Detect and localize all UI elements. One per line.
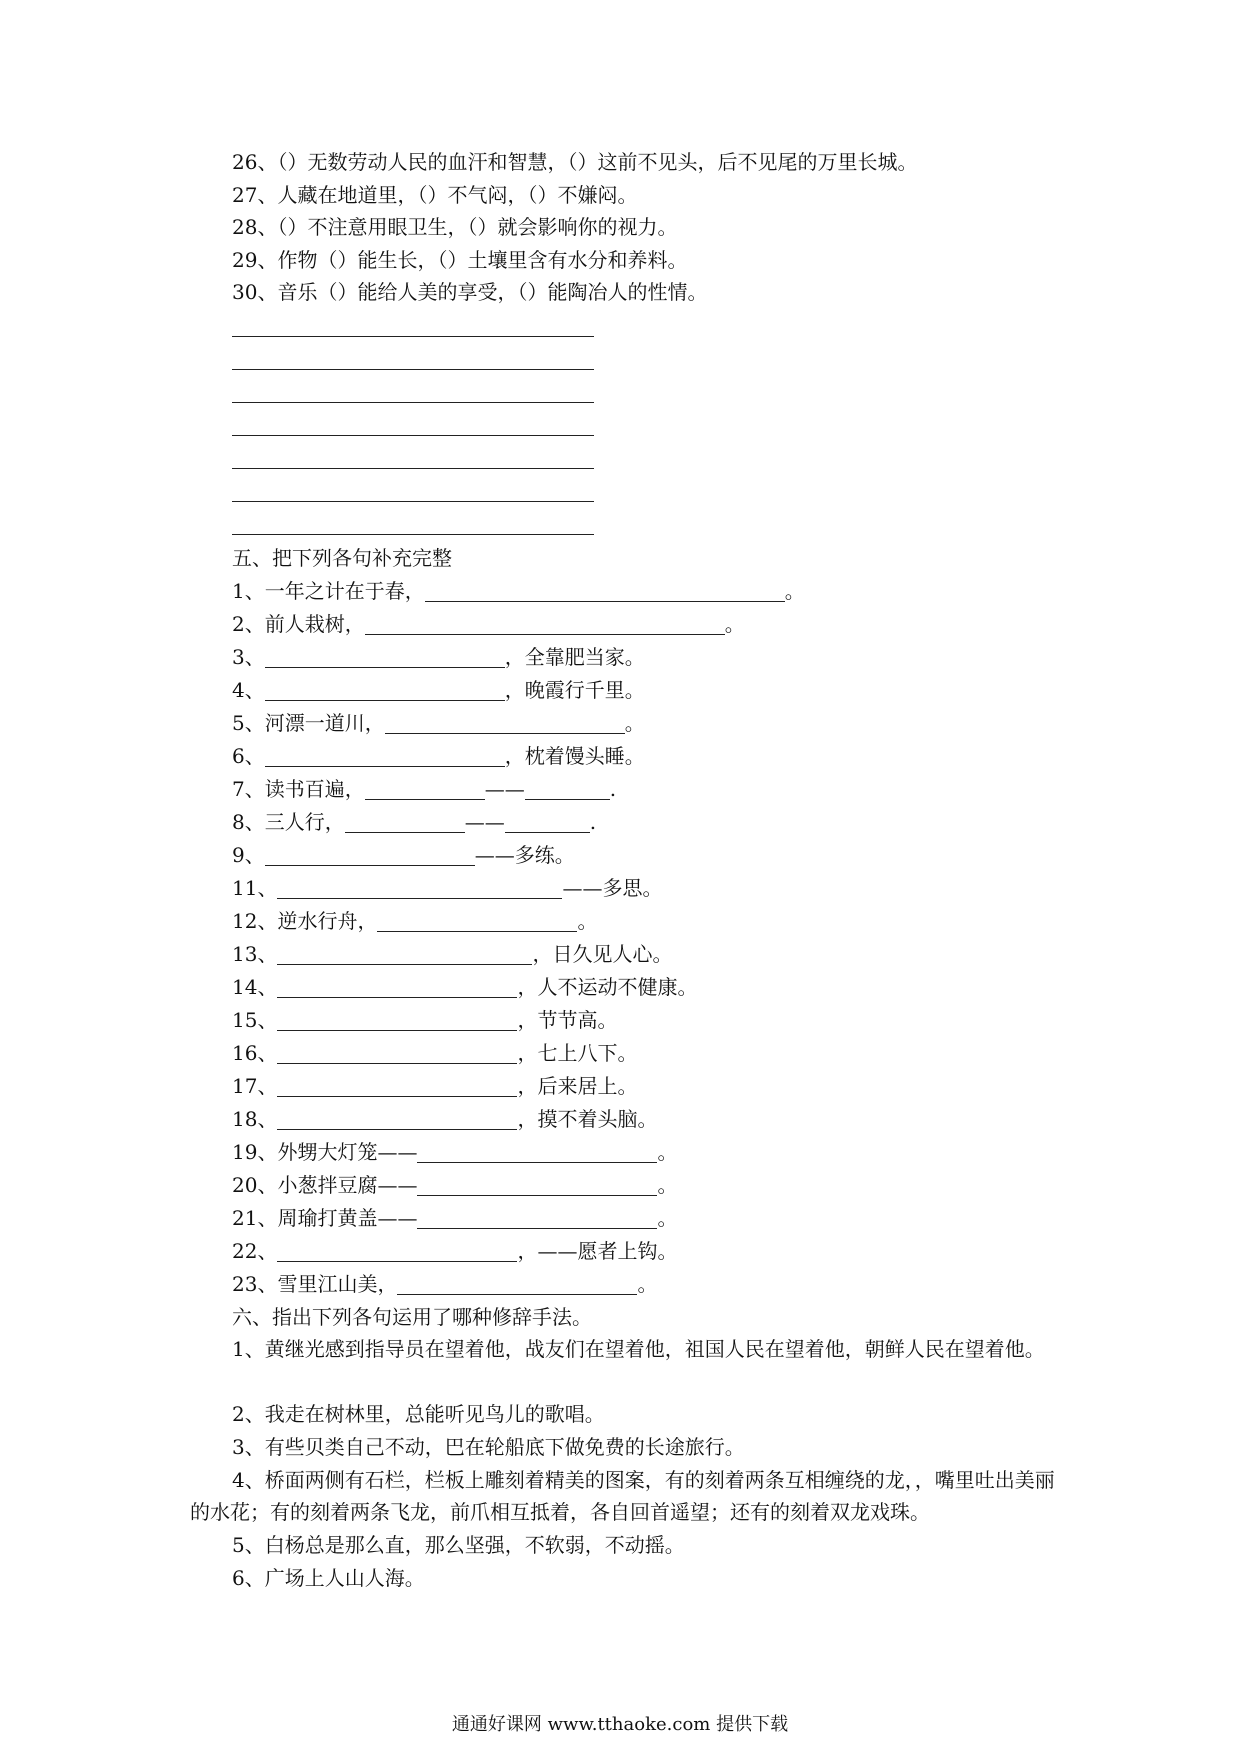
item-28: 28、（）不注意用眼卫生，（）就会影响你的视力。 [232,215,678,239]
fill-blank[interactable] [385,711,625,734]
fill-item-14: 14、 ，人不运动不健康。 [232,975,698,999]
fill-item-3: 3、 ，全靠肥当家。 [232,645,645,669]
fill-blank[interactable] [277,1041,517,1064]
fill-blank[interactable] [377,909,577,932]
fill-blank[interactable] [277,975,517,998]
fill-item-8: 8、三人行， —— . [232,810,597,834]
answer-line[interactable] [232,435,594,436]
answer-line[interactable] [232,468,594,469]
fill-item-16: 16、 ，七上八下。 [232,1041,638,1065]
fill-item-17: 17、 ，后来居上。 [232,1074,638,1098]
item-30: 30、音乐（）能给人美的享受，（）能陶冶人的性情。 [232,280,708,304]
fill-blank[interactable] [417,1206,657,1229]
fill-item-7: 7、读书百遍， —— . [232,777,617,801]
fill-blank[interactable] [365,612,725,635]
item-26: 26、（）无数劳动人民的血汗和智慧，（）这前不见头，后不见尾的万里长城。 [232,150,918,174]
rhetoric-item-6: 6、广场上人山人海。 [232,1566,425,1590]
fill-item-11: 11、 ——多思。 [232,876,663,900]
fill-item-5: 5、河漂一道川， 。 [232,711,645,735]
rhetoric-item-4: 4、桥面两侧有石栏，栏板上雕刻着精美的图案，有的刻着两条互相缠绕的龙，，嘴里吐出美丽的水花；有的刻着两条飞龙，前爪相互抵着，各自回首遥望；还有的刻着双龙戏珠。 [190,1468,1055,1524]
fill-blank[interactable] [417,1140,657,1163]
rhetoric-item-5: 5、白杨总是那么直，那么坚强，不软弱，不动摇。 [232,1533,685,1557]
fill-item-2: 2、前人栽树， 。 [232,612,745,636]
page-footer: 通通好课网 www.tthaoke.com 提供下载 [451,1714,789,1735]
answer-line[interactable] [232,369,594,370]
fill-item-21: 21、周瑜打黄盖—— 。 [232,1206,678,1230]
rhetoric-item-2: 2、我走在树林里，总能听见鸟儿的歌唱。 [232,1402,605,1426]
fill-item-4: 4、 ，晚霞行千里。 [232,678,645,702]
fill-blank[interactable] [265,645,505,668]
fill-item-15: 15、 ，节节高。 [232,1008,618,1032]
fill-blank[interactable] [345,810,465,833]
rhetoric-item-3: 3、有些贝类自己不动，巴在轮船底下做免费的长途旅行。 [232,1435,745,1459]
fill-item-20: 20、小葱拌豆腐—— 。 [232,1173,678,1197]
fill-blank[interactable] [525,777,610,800]
fill-blank[interactable] [277,1239,517,1262]
fill-item-13: 13、 ，日久见人心。 [232,942,673,966]
fill-blank[interactable] [277,942,532,965]
item-29: 29、作物（）能生长，（）土壤里含有水分和养料。 [232,248,688,272]
fill-item-9: 9、 ——多练。 [232,843,575,867]
section6-heading: 六、指出下列各句运用了哪种修辞手法。 [232,1305,592,1329]
fill-blank[interactable] [265,744,505,767]
answer-line[interactable] [232,501,594,502]
fill-blank[interactable] [397,1272,637,1295]
fill-blank[interactable] [277,1074,517,1097]
fill-item-12: 12、逆水行舟， 。 [232,909,598,933]
answer-line[interactable] [232,402,594,403]
item-27: 27、人藏在地道里，（）不气闷，（）不嫌闷。 [232,183,638,207]
fill-blank[interactable] [417,1173,657,1196]
fill-blank[interactable] [277,876,562,899]
fill-blank[interactable] [265,843,475,866]
answer-line[interactable] [232,336,594,337]
fill-blank[interactable] [277,1107,517,1130]
fill-item-1: 1、一年之计在于春， 。 [232,579,805,603]
fill-item-19: 19、外甥大灯笼—— 。 [232,1140,678,1164]
fill-blank[interactable] [425,579,785,602]
fill-item-18: 18、 ，摸不着头脑。 [232,1107,658,1131]
section5-heading: 五、把下列各句补充完整 [232,546,452,570]
fill-item-23: 23、雪里江山美， 。 [232,1272,658,1296]
answer-line[interactable] [232,534,594,535]
fill-item-22: 22、 ，——愿者上钩。 [232,1239,678,1263]
fill-blank[interactable] [265,678,505,701]
fill-blank[interactable] [505,810,590,833]
fill-blank[interactable] [365,777,485,800]
rhetoric-item-1: 1、黄继光感到指导员在望着他，战友们在望着他，祖国人民在望着他，朝鲜人民在望着他。 [232,1337,1045,1361]
fill-item-6: 6、 ，枕着馒头睡。 [232,744,645,768]
fill-blank[interactable] [277,1008,517,1031]
